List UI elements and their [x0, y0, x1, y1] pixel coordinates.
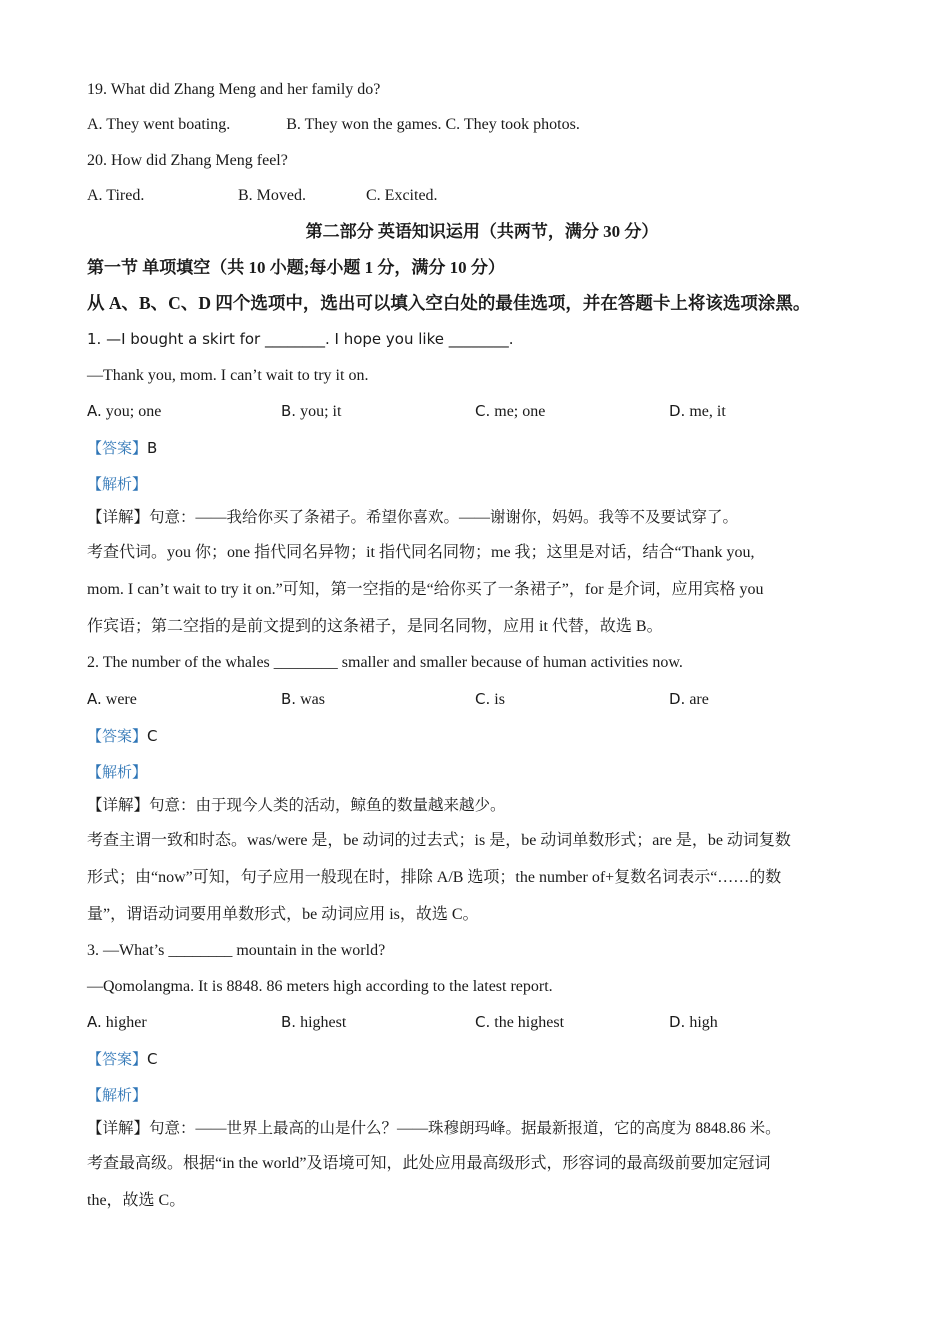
- explanation-line: 作宾语；第二空指的是前文提到的这条裙子，是同名同物，应用 it 代替，故选 B。: [87, 618, 663, 635]
- option-text: me, it: [685, 403, 726, 420]
- question-2-option-b: [281, 689, 475, 710]
- option-letter: A.: [87, 1013, 102, 1031]
- question-2-option-a: [87, 689, 281, 710]
- option-text: were: [101, 691, 137, 708]
- answer-value: C: [147, 1050, 158, 1068]
- question-20: 20. How did Zhang Meng feel?: [87, 152, 288, 169]
- option-text: higher: [101, 1014, 147, 1031]
- section1-instruction: 从 A、B、C、D 四个选项中，选出可以填入空白处的最佳选项，并在答题卡上将该选项涂黑。: [87, 293, 811, 313]
- question-3-option-c: [475, 1012, 669, 1033]
- question-3-reply: —Qomolangma. It is 8848. 86 meters high according to the latest report.: [87, 978, 553, 995]
- question-2-analysis-label: 【解析】: [87, 763, 148, 781]
- option-text: high: [685, 1014, 718, 1031]
- option-text: is: [490, 691, 505, 708]
- option-letter: B.: [281, 1013, 297, 1031]
- question-1-option-c: [475, 401, 669, 422]
- option-letter: C.: [475, 402, 491, 420]
- question-2-explanation: [87, 822, 877, 933]
- option-text: you; one: [101, 403, 162, 420]
- question-3-option-a: [87, 1012, 281, 1033]
- document-page: [87, 78, 877, 1219]
- question-1-analysis-label: 【解析】: [87, 475, 148, 493]
- question-19-options: [87, 115, 877, 135]
- question-1-detail: 【详解】句意：——我给你买了条裙子。希望你喜欢。——谢谢你，妈妈。我等不及要试穿了。: [87, 509, 739, 526]
- question-2-answer: [87, 726, 877, 746]
- explanation-line: 形式；由“now”可知，句子应用一般现在时，排除 A/B 选项；the number of+复数名词表示“……的数: [87, 869, 782, 886]
- option-letter: A.: [87, 690, 102, 708]
- explanation-line: 考查最高级。根据“in the world”及语境可知，此处应用最高级形式，形容词的最高级前要加定冠词: [87, 1155, 771, 1172]
- question-2-stem: 2. The number of the whales ________ smaller and smaller because of human activities now.: [87, 654, 683, 671]
- part2-title: 第二部分 英语知识运用（共两节，满分 30 分）: [305, 222, 659, 241]
- option-text: you; it: [296, 403, 342, 420]
- section1-title: 第一节 单项填空（共 10 小题;每小题 1 分，满分 10 分）: [87, 258, 505, 277]
- option-letter: C.: [475, 1013, 491, 1031]
- option-text: the highest: [490, 1014, 565, 1031]
- option-letter: D.: [669, 1013, 686, 1031]
- question-1-stem-line-1: 1. —I bought a skirt for ________. I hope you like ________.: [87, 330, 514, 348]
- question-3-stem: 3. —What’s ________ mountain in the world?: [87, 942, 386, 959]
- question-3-explanation: [87, 1145, 877, 1219]
- question-20-options: [87, 186, 877, 206]
- question-3-option-b: [281, 1012, 475, 1033]
- question-1-option-d: [669, 401, 863, 422]
- option-text: was: [296, 691, 325, 708]
- option-text: are: [685, 691, 709, 708]
- option-text: me; one: [490, 403, 546, 420]
- question-1-explanation: [87, 534, 877, 645]
- question-20-option-b: B. Moved.: [238, 187, 306, 204]
- answer-label: 【答案】: [87, 1050, 148, 1068]
- explanation-line: 量”，谓语动词要用单数形式，be 动词应用 is，故选 C。: [87, 906, 479, 923]
- question-20-option-a: A. Tired.: [87, 187, 145, 204]
- question-1-option-b: [281, 401, 475, 422]
- question-19-options-text: A. They went boating. B. They won the games. C. They took photos.: [87, 116, 580, 133]
- question-2-detail: 【详解】句意：由于现今人类的活动，鲸鱼的数量越来越少。: [87, 797, 506, 814]
- question-3-answer: [87, 1049, 877, 1069]
- question-3-detail: 【详解】句意：——世界上最高的山是什么？——珠穆朗玛峰。据最新报道，它的高度为 8848.86 米。: [87, 1120, 781, 1137]
- option-letter: D.: [669, 402, 686, 420]
- explanation-line: 考查主谓一致和时态。was/were 是，be 动词的过去式；is 是，be 动词单数形式；are 是，be 动词复数: [87, 832, 791, 849]
- question-1-answer: [87, 438, 877, 458]
- option-letter: B.: [281, 402, 297, 420]
- question-3-options: [87, 1012, 877, 1033]
- explanation-line: 考查代词。you 你；one 指代同名异物；it 指代同名同物；me 我；这里是对话，结合“Thank you,: [87, 544, 755, 561]
- question-1-options: [87, 401, 877, 422]
- question-2-option-c: [475, 689, 669, 710]
- option-letter: B.: [281, 690, 297, 708]
- option-letter: A.: [87, 402, 102, 420]
- answer-value: C: [147, 727, 158, 745]
- question-19: 19. What did Zhang Meng and her family do?: [87, 81, 381, 98]
- question-3-option-d: [669, 1012, 863, 1033]
- option-letter: C.: [475, 690, 491, 708]
- question-1-reply: —Thank you, mom. I can’t wait to try it on.: [87, 367, 369, 384]
- question-2-options: [87, 689, 877, 710]
- option-text: highest: [296, 1014, 347, 1031]
- explanation-line: the，故选 C。: [87, 1192, 186, 1209]
- question-3-analysis-label: 【解析】: [87, 1086, 148, 1104]
- question-1-option-a: [87, 401, 281, 422]
- answer-label: 【答案】: [87, 439, 148, 457]
- explanation-line: mom. I can’t wait to try it on.”可知，第一空指的是“给你买了一条裙子”，for 是介词，应用宾格 you: [87, 581, 764, 598]
- option-letter: D.: [669, 690, 686, 708]
- question-20-option-c: C. Excited.: [366, 187, 438, 204]
- question-1-stem: [87, 329, 877, 350]
- answer-value: B: [147, 439, 158, 457]
- question-2-option-d: [669, 689, 863, 710]
- answer-label: 【答案】: [87, 727, 148, 745]
